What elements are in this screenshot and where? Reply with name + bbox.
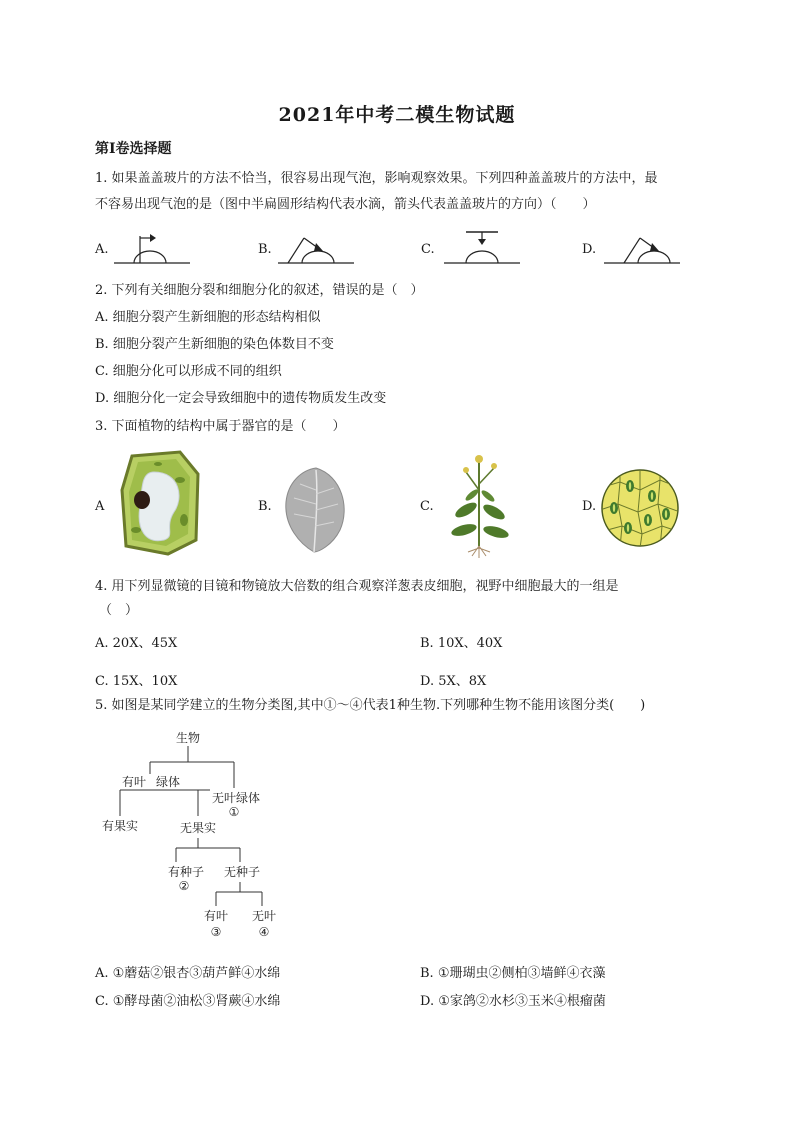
q5-option-d: D. ①家鸽②水杉③玉米④根瘤菌 [420, 994, 606, 1009]
q4-option-a: A. 20X、45X [95, 636, 178, 651]
tree-no-seed-label: 无种子 [223, 865, 261, 879]
page-title: 2021年中考二模生物试题 [278, 104, 516, 126]
q4-stem-line1: 4. 用下列显微镜的目镜和物镜放大倍数的组合观察洋葱表皮细胞，视野中细胞最大的一组是 [95, 579, 619, 594]
tree-marker-3: ③ [210, 925, 222, 939]
tree-leaf-label: 有叶 [203, 909, 229, 923]
q3-option-c: C. [420, 499, 434, 514]
q1-diagram-c [440, 226, 522, 266]
tree-no-leaf-label: 无叶 [251, 909, 277, 923]
q1-option-b: B. [258, 242, 272, 257]
q1-diagram-a [110, 230, 192, 266]
tree-no-leaf-green-label: 无叶绿体 [211, 791, 261, 805]
tree-marker-1: ① [228, 805, 240, 819]
q3-option-a: A [95, 499, 105, 514]
tree-has-leaf-label: 有叶 [121, 775, 147, 789]
tree-no-fruit-label: 无果实 [179, 821, 217, 835]
tree-green-label: 绿体 [155, 775, 181, 789]
q3-option-b: B. [258, 499, 272, 514]
q2-option-a: A. 细胞分裂产生新细胞的形态结构相似 [95, 310, 321, 325]
q3-stem: 3. 下面植物的结构中属于器官的是（ ） [95, 419, 346, 434]
q1-diagram-d [600, 230, 682, 266]
tree-marker-2: ② [178, 879, 190, 893]
q2-option-c: C. 细胞分化可以形成不同的组织 [95, 364, 282, 379]
q4-stem-line2: （ ） [99, 603, 139, 618]
tissue-image [600, 468, 680, 548]
q1-option-a: A. [95, 242, 109, 257]
q2-stem: 2. 下列有关细胞分裂和细胞分化的叙述，错误的是（ ） [95, 283, 424, 298]
plant-cell-image [118, 450, 204, 556]
tree-has-fruit-label: 有果实 [101, 819, 139, 833]
tree-root-label: 生物 [175, 731, 201, 745]
q1-option-c: C. [421, 242, 435, 257]
q4-option-d: D. 5X、8X [420, 674, 487, 689]
tree-has-seed-label: 有种子 [167, 865, 205, 879]
q1-stem-line2: 不容易出现气泡的是（图中半扁圆形结构代表水滴，箭头代表盖盖玻片的方向）（ ） [95, 197, 596, 212]
q5-option-b: B. ①珊瑚虫②侧柏③墙鲜④衣藻 [420, 966, 606, 981]
q3-option-d: D. [582, 499, 597, 514]
q4-option-c: C. 15X、10X [95, 674, 178, 689]
q5-stem: 5. 如图是某同学建立的生物分类图,其中①～④代表1种生物.下列哪种生物不能用该图分类( ) [95, 698, 646, 713]
q5-option-c: C. ①酵母菌②油松③肾蕨④水绵 [95, 994, 281, 1009]
q4-option-b: B. 10X、40X [420, 636, 503, 651]
q2-option-b: B. 细胞分裂产生新细胞的染色体数目不变 [95, 337, 334, 352]
tree-marker-4: ④ [258, 925, 270, 939]
leaf-image [278, 464, 354, 554]
q5-option-a: A. ①蘑菇②银杏③葫芦鲜④水绵 [95, 966, 281, 981]
whole-plant-image [444, 450, 514, 560]
section-heading: 第Ⅰ卷选择题 [95, 141, 172, 157]
q1-diagram-b [274, 230, 356, 266]
q1-stem-line1: 1. 如果盖盖玻片的方法不恰当，很容易出现气泡，影响观察效果。下列四种盖盖玻片的方法中，最 [95, 171, 658, 186]
classification-tree [90, 728, 290, 948]
q1-option-d: D. [582, 242, 597, 257]
q2-option-d: D. 细胞分化一定会导致细胞中的遗传物质发生改变 [95, 391, 387, 406]
